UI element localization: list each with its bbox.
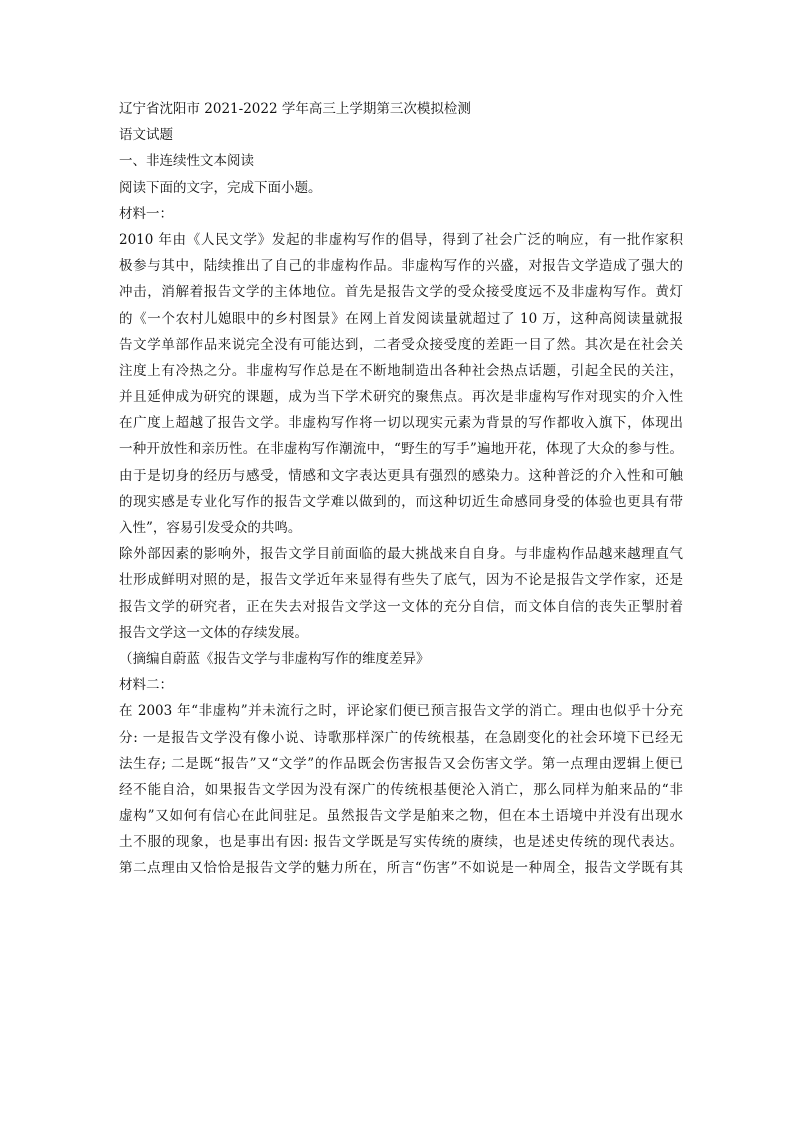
paragraph-line: 经不能自洽，如果报告文学因为没有深广的传统根基便沦入消亡，那么同样为舶来品的“非: [119, 781, 683, 798]
material2-heading: 材料二：: [119, 677, 173, 694]
section-heading: 一、非连续性文本阅读: [119, 153, 254, 170]
instruction-text: 阅读下面的文字，完成下面小题。: [119, 179, 322, 196]
paragraph-line: 分: 一是报告文学没有像小说、诗歌那样深广的传统根基，在急剧变化的社会环境下已经无: [119, 729, 683, 746]
paragraph-line: 除外部因素的影响外，报告文学目前面临的最大挑战来自自身。与非虚构作品越来越理直气: [119, 546, 683, 563]
document-title: 辽宁省沈阳市 2021-2022 学年高三上学期第三次模拟检测: [119, 101, 471, 117]
paragraph-line: 土不服的现象，也是事出有因: 报告文学既是写实传统的赓续，也是述史传统的现代表达。: [119, 834, 683, 851]
paragraph-line: 虚构”又如何有信心在此间驻足。虽然报告文学是舶来之物，但在本土语境中并没有出现水: [119, 808, 683, 825]
paragraph-line: 并且延伸成为研究的课题，成为当下学术研究的聚焦点。再次是非虚构写作对现实的介入性: [119, 389, 683, 406]
paragraph-line: 注度上有冷热之分。非虚构写作总是在不断地制造出各种社会热点话题，引起全民的关注，: [119, 362, 683, 379]
paragraph-line: 入性”，容易引发受众的共鸣。: [119, 520, 302, 536]
document-subtitle: 语文试题: [119, 127, 173, 144]
paragraph-line: 的现实感是专业化写作的报告文学难以做到的，而这种切近生命感同身受的体验也更具有带: [119, 493, 683, 510]
paragraph-line: 在 2003 年“非虚构”并未流行之时，评论家们便已预言报告文学的消亡。理由也似乎十分充: [119, 703, 683, 720]
paragraph-line: 在广度上超越了报告文学。非虚构写作将一切以现实元素为背景的写作都收入旗下，体现出: [119, 415, 683, 432]
paragraph-line: 的《一个农村儿媳眼中的乡村图景》在网上首发阅读量就超过了 10 万，这种高阅读量就报: [119, 310, 683, 327]
paragraph-line: 壮形成鲜明对照的是，报告文学近年来显得有些失了底气，因为不论是报告文学作家，还是: [119, 572, 683, 589]
paragraph-line: 法生存; 二是既“报告”又“文学”的作品既会伤害报告又会伤害文学。第一点理由逻辑上便已: [119, 755, 683, 772]
paragraph-line: 第二点理由又恰恰是报告文学的魅力所在，所言“伤害”不如说是一种周全，报告文学既有其: [119, 860, 683, 877]
document-page: [119, 96, 683, 882]
paragraph-line: 报告文学的研究者，正在失去对报告文学这一文体的充分自信，而文体自信的丧失正掣肘着: [119, 598, 683, 615]
material1-heading: 材料一：: [119, 205, 173, 222]
paragraph-line: 报告文学这一文体的存续发展。: [119, 624, 308, 641]
paragraph-line: 一种开放性和亲历性。在非虚构写作潮流中，“野生的写手”遍地开花，体现了大众的参与性。: [119, 441, 683, 458]
paragraph-line: 极参与其中，陆续推出了自己的非虚构作品。非虚构写作的兴盛，对报告文学造成了强大的: [119, 258, 683, 275]
paragraph-line: 2010 年由《人民文学》发起的非虚构写作的倡导，得到了社会广泛的响应，有一批作家积: [119, 231, 683, 248]
paragraph-line: 冲击，消解着报告文学的主体地位。首先是报告文学的受众接受度远不及非虚构写作。黄灯: [119, 284, 683, 301]
paragraph-line: 由于是切身的经历与感受，情感和文字表达更具有强烈的感染力。这种普泛的介入性和可触: [119, 467, 683, 484]
material1-source: （摘编自蔚蓝《报告文学与非虚构写作的维度差异》: [119, 650, 430, 667]
paragraph-line: 告文学单部作品来说完全没有可能达到，二者受众接受度的差距一目了然。其次是在社会关: [119, 336, 683, 353]
